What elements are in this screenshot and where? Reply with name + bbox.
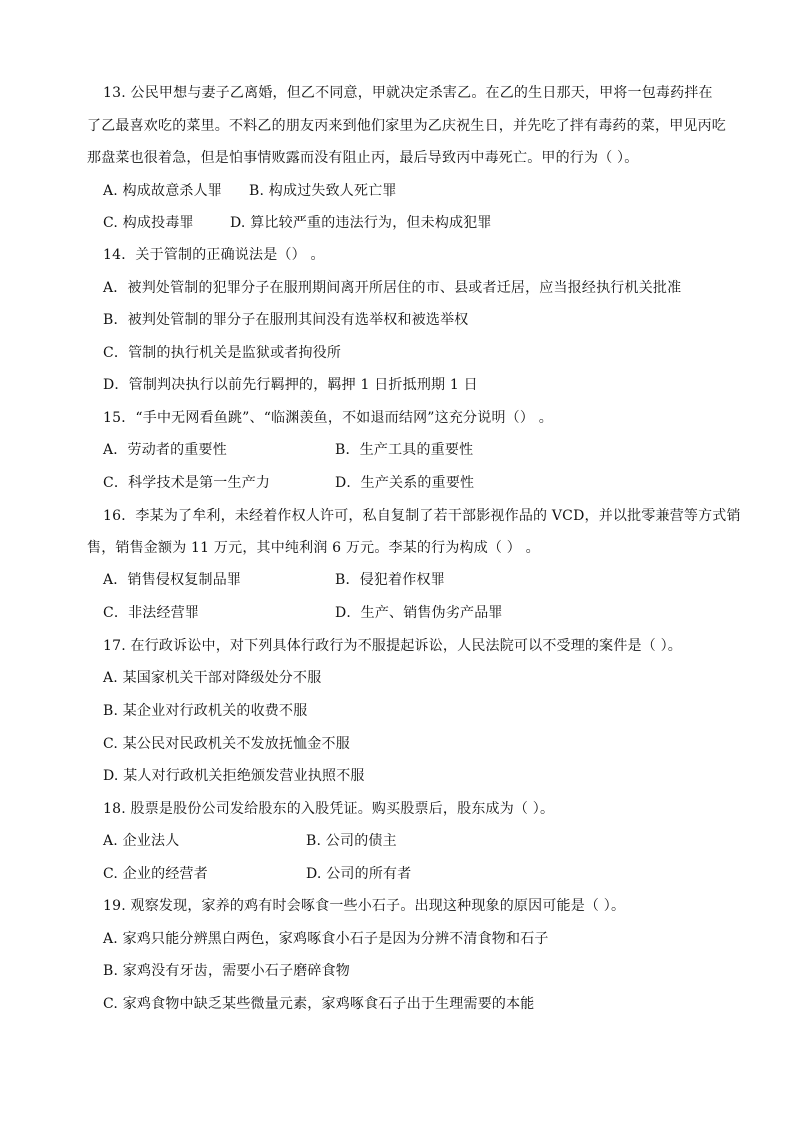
q15-option-a: A．劳动者的重要性 — [103, 442, 227, 458]
q13-stem-line-3: 那盘菜也很着急，但是怕事情败露而没有阻止丙，最后导致丙中毒死亡。甲的行为（ ）。 — [87, 150, 639, 166]
q17-option-a: A. 某国家机关干部对降级处分不服 — [103, 670, 322, 686]
q18-stem: 18. 股票是股份公司发给股东的入股凭证。购买股票后，股东成为（ ）。 — [103, 801, 555, 817]
q16-stem-line-2: 售，销售金额为 11 万元，其中纯利润 6 万元。李某的行为构成（ ） 。 — [87, 540, 540, 556]
q13-option-d: D. 算比较严重的违法行为，但未构成犯罪 — [230, 215, 492, 231]
q18-option-b: B. 公司的债主 — [306, 833, 397, 849]
q19-option-b: B. 家鸡没有牙齿，需要小石子磨碎食物 — [103, 963, 350, 979]
q19-stem: 19. 观察发现，家养的鸡有时会啄食一些小石子。出现这种现象的原因可能是（ ）。 — [103, 898, 626, 914]
q17-option-d: D. 某人对行政机关拒绝颁发营业执照不服 — [103, 768, 365, 784]
q18-option-d: D. 公司的所有者 — [306, 866, 412, 882]
q13-option-b: B. 构成过失致人死亡罪 — [249, 183, 397, 199]
q13-stem-line-2: 了乙最喜欢吃的菜里。不料乙的朋友丙来到他们家里为乙庆祝生日，并先吃了拌有毒药的菜，甲见丙吃 — [87, 118, 726, 134]
q15-option-d: D．生产关系的重要性 — [335, 475, 475, 491]
q18-option-c: C. 企业的经营者 — [103, 866, 208, 882]
q15-option-c: C．科学技术是第一生产力 — [103, 475, 271, 491]
q14-option-d: D．管制判决执行以前先行羁押的，羁押 1 日折抵刑期 1 日 — [103, 377, 478, 393]
q14-option-c: C．管制的执行机关是监狱或者拘役所 — [103, 345, 342, 361]
q13-option-a: A. 构成故意杀人罪 — [103, 183, 223, 199]
q17-stem: 17. 在行政诉讼中，对下列具体行政行为不服提起诉讼，人民法院可以不受理的案件是（ ）。 — [103, 638, 682, 654]
q17-option-c: C. 某公民对民政机关不发放抚恤金不服 — [103, 736, 350, 752]
q15-stem: 15．“手中无网看鱼跳”、“临渊羡鱼，不如退而结网”这充分说明（） 。 — [103, 410, 553, 426]
q14-stem: 14．关于管制的正确说法是（） 。 — [103, 247, 325, 263]
q19-option-c: C. 家鸡食物中缺乏某些微量元素，家鸡啄食石子出于生理需要的本能 — [103, 996, 535, 1012]
q14-option-a: A．被判处管制的犯罪分子在服刑期间离开所居住的市、县或者迁居，应当报经执行机关批准 — [103, 280, 682, 296]
q18-option-a: A. 企业法人 — [103, 833, 180, 849]
q13-stem-line-1: 13. 公民甲想与妻子乙离婚，但乙不同意，甲就决定杀害乙。在乙的生日那天，甲将一包毒药拌在 — [103, 85, 713, 101]
q16-stem-line-1: 16．李某为了牟利，未经着作权人许可，私自复制了若干部影视作品的 VCD，并以批零兼营等方式销 — [103, 508, 741, 524]
q16-option-b: B．侵犯着作权罪 — [335, 572, 445, 588]
q15-option-b: B．生产工具的重要性 — [335, 442, 474, 458]
q14-option-b: B．被判处管制的罪分子在服刑其间没有选举权和被选举权 — [103, 312, 469, 328]
q16-option-a: A．销售侵权复制品罪 — [103, 572, 242, 588]
q17-option-b: B. 某企业对行政机关的收费不服 — [103, 703, 308, 719]
q13-option-c: C. 构成投毒罪 — [103, 215, 194, 231]
q16-option-c: C．非法经营罪 — [103, 605, 200, 621]
q16-option-d: D．生产、销售伪劣产品罪 — [335, 605, 503, 621]
q19-option-a: A. 家鸡只能分辨黑白两色，家鸡啄食小石子是因为分辨不清食物和石子 — [103, 931, 549, 947]
